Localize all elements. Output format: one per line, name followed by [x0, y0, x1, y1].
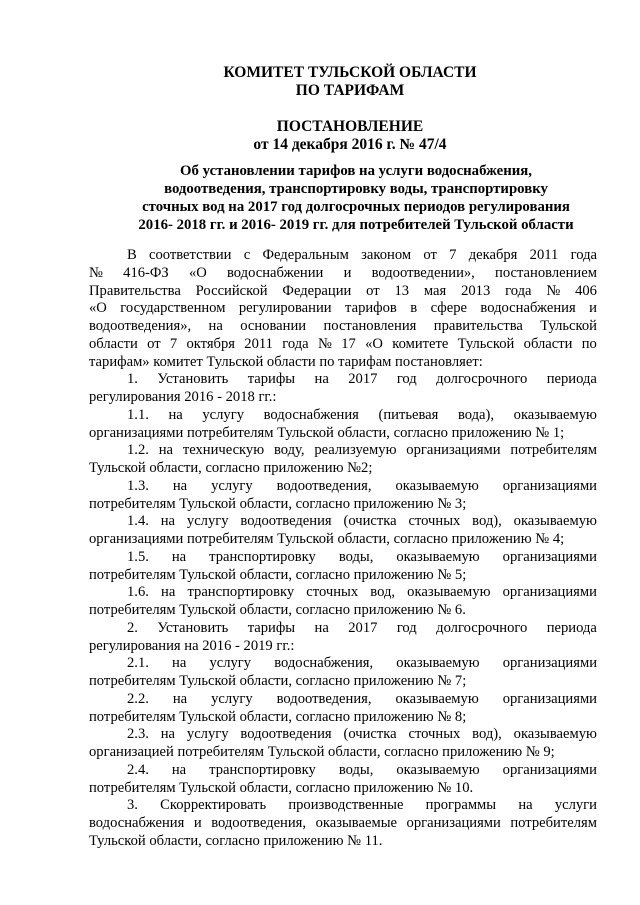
body-line: 1.6. на транспортировку сточных вод, оказываемую организациями [127, 584, 597, 601]
body-line: потребителям Тульской области, согласно приложению № 7; [89, 673, 467, 689]
authority-line-2: ПО ТАРИФАМ [295, 82, 405, 99]
body-line: регулирования на 2016 - 2019 гг.: [89, 637, 295, 654]
body-line: 3. Скорректировать производственные программы на услуги [127, 797, 597, 814]
body-line: Тульской области, согласно приложению № 11. [89, 832, 383, 849]
body-line: 1.4. на услугу водоотведения (очистка сточных вод), оказываемую [127, 513, 597, 530]
body-line: водоотведения», на основании постановления правительства Тульской [89, 318, 597, 334]
body-line: организацией потребителям Тульской области, согласно приложению № 9; [89, 744, 555, 760]
body-line: потребителям Тульской области, согласно приложению № 10. [89, 779, 474, 796]
subject-line-2: водоотведения, транспортировку воды, транспортировку [164, 181, 548, 197]
body-line: регулирования 2016 - 2018 гг.: [89, 389, 277, 405]
authority-line-1: КОМИТЕТ ТУЛЬСКОЙ ОБЛАСТИ [223, 64, 477, 81]
body-line: организациями потребителям Тульской области, согласно приложению № 1; [89, 424, 565, 441]
body-line: 1.2. на техническую воду, реализуемую организациями потребителям [127, 442, 597, 459]
subject-line-3: сточных вод на 2017 год долгосрочных периодов регулирования [142, 199, 570, 215]
document-date-number: от 14 декабря 2016 г. № 47/4 [253, 136, 447, 153]
body-line: Тульской области, согласно приложению №2; [89, 460, 373, 476]
subject-line-4: 2016- 2018 гг. и 2016- 2019 гг. для потребителей Тульской области [138, 217, 574, 233]
body-line: В соответствии с Федеральным законом от 7 декабря 2011 года [127, 247, 597, 263]
document-body [89, 247, 597, 851]
body-line: 1.3. на услугу водоотведения, оказываемую организациями [127, 477, 597, 494]
body-line: потребителям Тульской области, согласно приложению № 8; [89, 708, 467, 725]
issuing-authority [30, 64, 640, 100]
decree-heading [30, 118, 640, 154]
body-line: 2.3. на услугу водоотведения (очистка сточных вод), оказываемую [127, 726, 597, 743]
body-line: 2.1. на услугу водоснабжения, оказываемую организациями [127, 655, 597, 672]
body-line: 1.1. на услугу водоснабжения (питьевая вода), оказываемую [127, 406, 597, 423]
body-line: потребителям Тульской области, согласно приложению № 5; [89, 566, 467, 583]
body-line: потребителям Тульской области, согласно приложению № 6. [89, 602, 466, 618]
body-line: № 416-ФЗ «О водоснабжении и водоотведении», постановлением [89, 264, 597, 281]
subject-line-1: Об установлении тарифов на услуги водоснабжения, [180, 163, 532, 179]
body-line: 1. Установить тарифы на 2017 год долгосрочного периода [127, 371, 597, 388]
body-line: Правительства Российской Федерации от 13 мая 2013 года № 406 [89, 282, 597, 299]
body-line: организациями потребителям Тульской области, согласно приложению № 4; [89, 531, 565, 547]
body-line: тарифам» комитет Тульской области по тарифам постановляет: [89, 353, 483, 370]
document-subject [0, 162, 640, 234]
body-line: водоснабжения и водоотведения, оказываемые организациями потребителям [89, 815, 597, 831]
body-line: «О государственном регулировании тарифов в сфере водоснабжения и [89, 300, 597, 317]
body-line: 2.4. на транспортировку воды, оказываемую организациями [127, 761, 597, 778]
document-type: ПОСТАНОВЛЕНИЕ [276, 118, 424, 135]
body-line: потребителям Тульской области, согласно приложению № 3; [89, 495, 467, 512]
body-line: 1.5. на транспортировку воды, оказываемую организациями [127, 548, 597, 565]
body-line: 2. Установить тарифы на 2017 год долгосрочного периода [127, 619, 597, 636]
body-line: области от 7 октября 2011 года № 17 «О комитете Тульской области по [89, 335, 597, 352]
body-line: 2.2. на услугу водоотведения, оказываемую организациями [127, 690, 597, 707]
